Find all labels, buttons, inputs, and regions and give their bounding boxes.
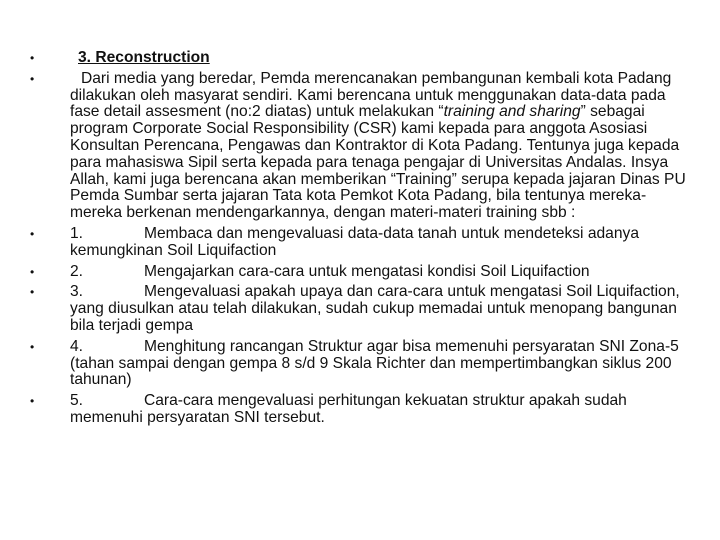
item-number: 3. — [70, 283, 84, 301]
bullet-icon: • — [30, 226, 35, 241]
list-item-2 — [30, 264, 695, 281]
intro-italic-text: training and sharing — [443, 103, 581, 121]
list-item-1 — [30, 226, 695, 260]
list-item-3 — [30, 284, 695, 334]
bullet-icon: • — [30, 264, 35, 279]
bullet-icon: • — [30, 51, 35, 65]
item-text: Cara-cara mengevaluasi perhitungan kekuatan struktur apakah sudah memenuhi persyaratan SNI tersebut. — [70, 392, 627, 426]
item-number: 2. — [70, 262, 84, 280]
list-item-heading — [30, 50, 695, 67]
item-number: 4. — [70, 337, 84, 355]
item-number: 1. — [70, 224, 84, 242]
bullet-icon: • — [30, 394, 35, 409]
item-text: Menghitung rancangan Struktur agar bisa memenuhi persyaratan SNI Zona-5 (tahan sampai dengan gempa 8 s/d 9 Skala Richter dan mempertimbangkan siklus 200 tahunan) — [70, 337, 679, 389]
item-text: Mengajarkan cara-cara untuk mengatasi kondisi Soil Liquifaction — [144, 262, 590, 280]
list-item-5 — [30, 393, 695, 427]
section-heading: 3. Reconstruction — [78, 49, 210, 66]
item-text: Membaca dan mengevaluasi data-data tanah untuk mendeteksi adanya kemungkinan Soil Liquifaction — [70, 224, 639, 259]
intro-text-part1: Dari media yang beredar, Pemda merencanakan pembangunan kembali kota Padang dilakukan oleh masyarat sendiri. Kami berencana untuk menggunakan data-data pada fase detail assesment (no:2 diatas) untuk melakukan “ — [70, 69, 672, 121]
list-item-intro — [30, 71, 695, 222]
bullet-list — [30, 50, 695, 431]
list-item-4 — [30, 339, 695, 389]
bullet-icon: • — [30, 71, 35, 86]
intro-text-part2: ” sebagai program Corporate Social Responsibility (CSR) kami kepada para anggota Asosiasi Konsultan Perencana, Pengawas dan Kontraktor di Kota Padang. Tentunya juga kepada para mahasiswa Sipil serta kepada para tenaga pengajar di Universitas Andalas. Insya Allah, kami juga berencana akan memberikan “Training” serupa kepada jajaran Dinas PU Pemda Sumbar serta jajaran Tata kota Pemkot Kota Padang, bila tentunya mereka-mereka berkenan mendengarkannya, dengan materi-materi training sbb : — [70, 103, 686, 222]
item-text: Mengevaluasi apakah upaya dan cara-cara untuk mengatasi Soil Liquifaction, yang diusulkan atau telah dilakukan, sudah cukup memadai untuk menopang bangunan bila terjadi gempa — [70, 283, 680, 334]
bullet-icon: • — [30, 285, 35, 300]
item-number: 5. — [70, 392, 84, 410]
bullet-icon: • — [30, 339, 35, 354]
intro-paragraph — [70, 70, 686, 221]
